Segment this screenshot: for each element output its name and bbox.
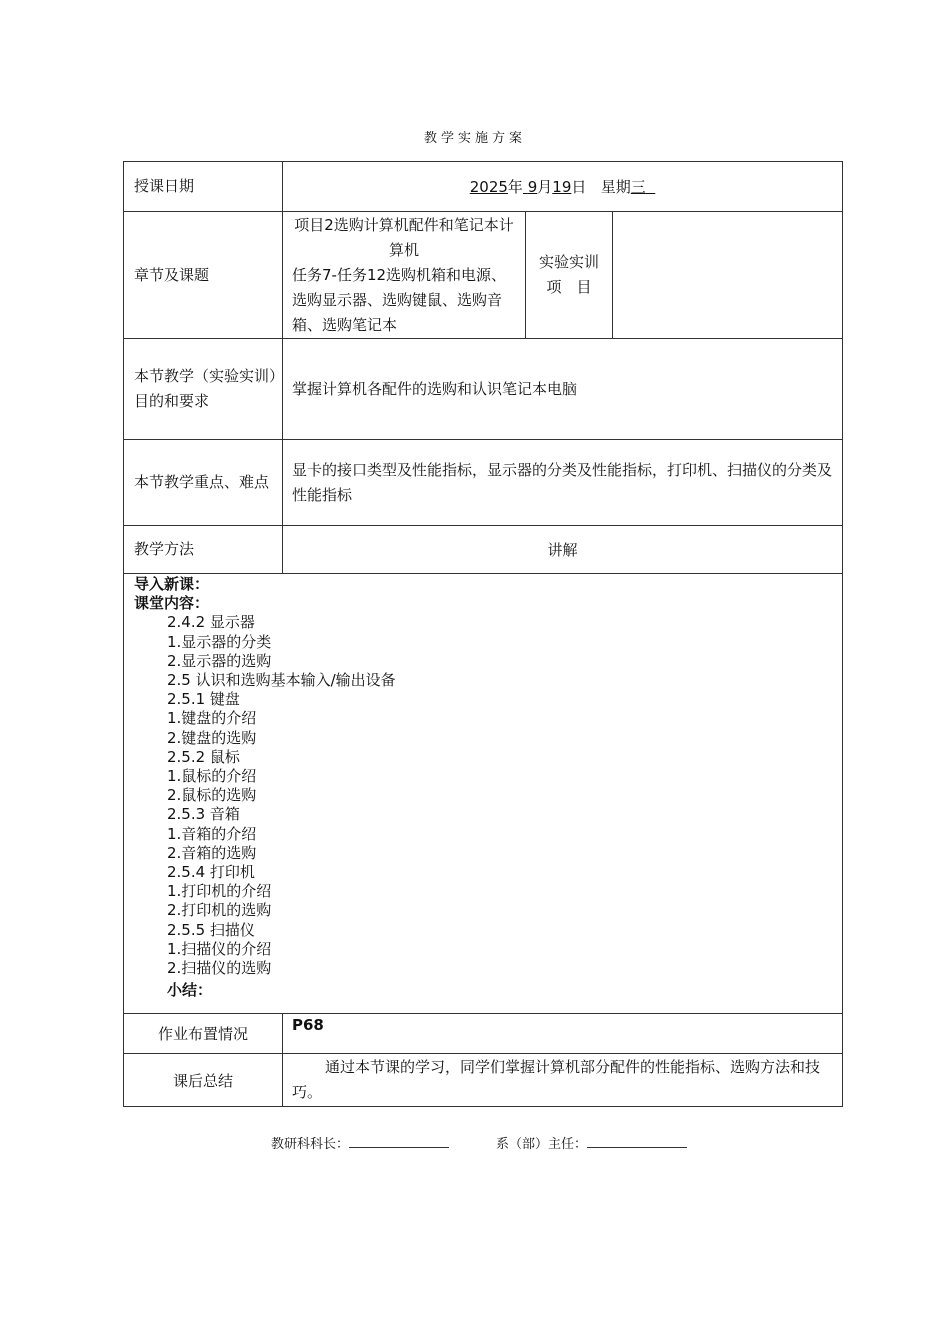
chapter-project: 项目2选购计算机配件和笔记本计算机 (294, 216, 514, 259)
content-item: 2.打印机的选购 (167, 901, 272, 920)
content-item: 2.5.4 打印机 (167, 863, 255, 882)
content-item: 1.打印机的介绍 (167, 882, 272, 901)
content-item: 2.4.2 显示器 (167, 613, 255, 632)
date-day-suffix: 日 (571, 178, 587, 196)
homework-label: 作业布置情况 (124, 1014, 283, 1054)
date-year-suffix: 年 (507, 178, 523, 196)
date-label: 授课日期 (124, 162, 283, 212)
head-signature-line[interactable] (349, 1135, 449, 1148)
class-heading: 课堂内容： (134, 594, 210, 613)
content-item: 2.5.5 扫描仪 (167, 920, 255, 939)
intro-heading: 导入新课： (134, 575, 210, 593)
chapter-task: 任务7-任务12选购机箱和电源、选购显示器、选购键鼠、选购音箱、选购笔记本 (292, 266, 507, 334)
content-item: 2.扫描仪的选购 (167, 959, 272, 978)
lab-value (613, 212, 843, 339)
content-item: 2.5.2 鼠标 (167, 747, 240, 766)
plan-table (123, 161, 843, 1107)
content-item: 1.扫描仪的介绍 (167, 939, 272, 958)
date-row (124, 162, 843, 212)
method-label: 教学方法 (124, 526, 283, 574)
content-item: 1.鼠标的介绍 (167, 767, 257, 786)
content-item: 1.键盘的介绍 (167, 709, 257, 728)
homework-row (124, 1014, 843, 1054)
content-cell (124, 574, 843, 1014)
goals-value: 掌握计算机各配件的选购和认识笔记本电脑 (283, 339, 843, 440)
document-title: 教学实施方案 (423, 131, 526, 146)
content-item: 1.显示器的分类 (167, 632, 272, 651)
head-label: 教研科科长： (271, 1137, 350, 1152)
goals-label: 本节教学（实验实训）目的和要求 (124, 339, 283, 440)
dept-signature-line[interactable] (587, 1135, 687, 1148)
chapter-label: 章节及课题 (124, 212, 283, 339)
date-month: 9 (527, 178, 538, 196)
reflection-value: 通过本节课的学习，同学们掌握计算机部分配件的性能指标、选购方法和技巧。 (283, 1054, 843, 1107)
content-item: 2.5.3 音箱 (167, 805, 240, 824)
method-row (124, 526, 843, 574)
chapter-row (124, 212, 843, 339)
keypoints-value: 显卡的接口类型及性能指标，显示器的分类及性能指标，打印机、扫描仪的分类及性能指标 (283, 440, 843, 526)
content-item: 2.音箱的选购 (167, 843, 257, 862)
content-item: 2.鼠标的选购 (167, 786, 257, 805)
content-item: 1.音箱的介绍 (167, 824, 257, 843)
keypoints-label: 本节教学重点、难点 (124, 440, 283, 526)
date-month-suffix: 月 (537, 178, 553, 196)
dept-label: 系（部）主任： (496, 1137, 588, 1152)
method-value: 讲解 (283, 526, 843, 574)
date-year: 2025 (469, 178, 508, 196)
lab-label: 实验实训项 目 (526, 212, 613, 339)
head-signature (271, 1133, 449, 1152)
date-day: 19 (552, 178, 572, 196)
weekday-prefix: 星期 (600, 178, 631, 196)
keypoints-row (124, 440, 843, 526)
weekday-value: 三 (630, 178, 646, 196)
reflection-row (124, 1054, 843, 1107)
content-item: 2.显示器的选购 (167, 651, 272, 670)
summary-heading: 小结： (167, 981, 213, 1000)
chapter-value (283, 212, 526, 339)
goals-row (124, 339, 843, 440)
reflection-label: 课后总结 (124, 1054, 283, 1107)
content-row (124, 574, 843, 1014)
content-item: 2.5 认识和选购基本输入/输出设备 (167, 671, 396, 690)
homework-value: P68 (283, 1014, 843, 1054)
content-item: 2.5.1 键盘 (167, 690, 240, 709)
content-item: 2.键盘的选购 (167, 728, 257, 747)
date-value (283, 162, 843, 212)
dept-signature (496, 1133, 687, 1152)
